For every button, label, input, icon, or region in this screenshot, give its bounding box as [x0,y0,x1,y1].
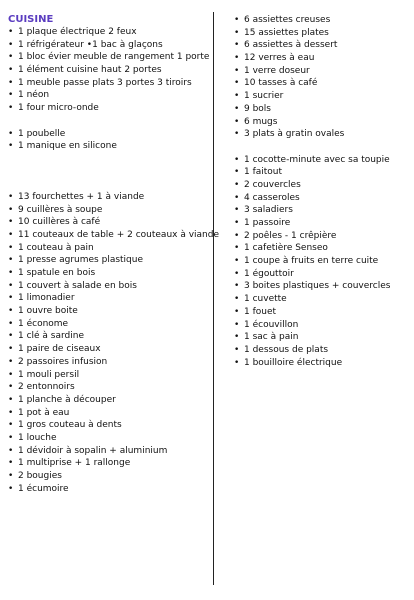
list-item: • 1 bloc évier meuble de rangement 1 porte [6,51,211,64]
list-item: • 1 multiprise + 1 rallonge [6,457,211,470]
list-item: • 3 plats à gratin ovales [232,128,410,141]
list-item: • 1 égouttoir [232,268,410,281]
left-column [6,14,220,495]
list-item: • 3 boites plastiques + couvercles [232,280,410,293]
list-item: • 6 assiettes à dessert [232,39,410,52]
right-inventory-list [232,14,410,369]
list-item: • 1 cuvette [232,293,410,306]
list-item: • 1 coupe à fruits en terre cuite [232,255,410,268]
column-divider [213,12,214,585]
list-item: • 1 sucrier [232,90,410,103]
section-title: CUISINE [8,14,54,25]
list-item: • 1 pot à eau [6,407,211,420]
list-item: • 2 entonnoirs [6,381,211,394]
list-item: • 2 couvercles [232,179,410,192]
list-item: • 1 plaque électrique 2 feux [6,26,211,39]
list-item: • 1 cocotte-minute avec sa toupie [232,154,410,167]
list-item: • 1 manique en silicone [6,140,211,153]
list-item: • 10 cuillères à café [6,216,211,229]
list-item: • 1 bouilloire électrique [232,357,410,370]
list-item: • 1 presse agrumes plastique [6,254,211,267]
list-item: • 1 néon [6,89,211,102]
list-item: • 1 sac à pain [232,331,410,344]
list-item: • 2 passoires infusion [6,356,211,369]
list-item: • 1 couteau à pain [6,242,211,255]
list-item: • 1 spatule en bois [6,267,211,280]
list-item: • 6 assiettes creuses [232,14,410,27]
list-item: • 13 fourchettes + 1 à viande [6,191,211,204]
list-item: • 6 mugs [232,116,410,129]
list-item: • 10 tasses à café [232,77,410,90]
list-item: • 1 écumoire [6,483,211,496]
list-item: • 1 paire de ciseaux [6,343,211,356]
list-item: • 1 dévidoir à sopalin + aluminium [6,445,211,458]
list-item: • 15 assiettes plates [232,27,410,40]
list-item: • 2 poêles - 1 crêpière [232,230,410,243]
list-item: • 9 cuillères à soupe [6,204,211,217]
list-item: • 1 louche [6,432,211,445]
list-item: • 1 écouvillon [232,319,410,332]
list-item: • 1 poubelle [6,128,211,141]
list-item: • 1 réfrigérateur •1 bac à glaçons [6,39,211,52]
list-item: • 12 verres à eau [232,52,410,65]
list-item: • 1 limonadier [6,292,211,305]
list-item: • 2 bougies [6,470,211,483]
list-item: • 1 ouvre boite [6,305,211,318]
list-item: • 1 mouli persil [6,369,211,382]
list-item: • 11 couteaux de table + 2 couteaux à viande [6,229,211,242]
left-inventory-list [6,26,220,495]
list-item: • 1 faitout [232,166,410,179]
list-item: • 1 élément cuisine haut 2 portes [6,64,211,77]
list-item: • 3 saladiers [232,204,410,217]
list-spacer [6,115,211,128]
list-item: • 1 verre doseur [232,65,410,78]
list-item: • 1 dessous de plats [232,344,410,357]
list-item: • 9 bols [232,103,410,116]
list-item: • 1 four micro-onde [6,102,211,115]
list-item: • 1 planche à découper [6,394,211,407]
list-spacer [6,153,211,191]
list-item: • 1 gros couteau à dents [6,419,211,432]
right-column [232,14,410,369]
list-item: • 1 meuble passe plats 3 portes 3 tiroirs [6,77,211,90]
list-item: • 1 couvert à salade en bois [6,280,211,293]
list-item: • 4 casseroles [232,192,410,205]
list-item: • 1 passoire [232,217,410,230]
list-item: • 1 clé à sardine [6,330,211,343]
list-item: • 1 fouet [232,306,410,319]
list-spacer [232,141,410,154]
list-item: • 1 économe [6,318,211,331]
list-item: • 1 cafetière Senseo [232,242,410,255]
